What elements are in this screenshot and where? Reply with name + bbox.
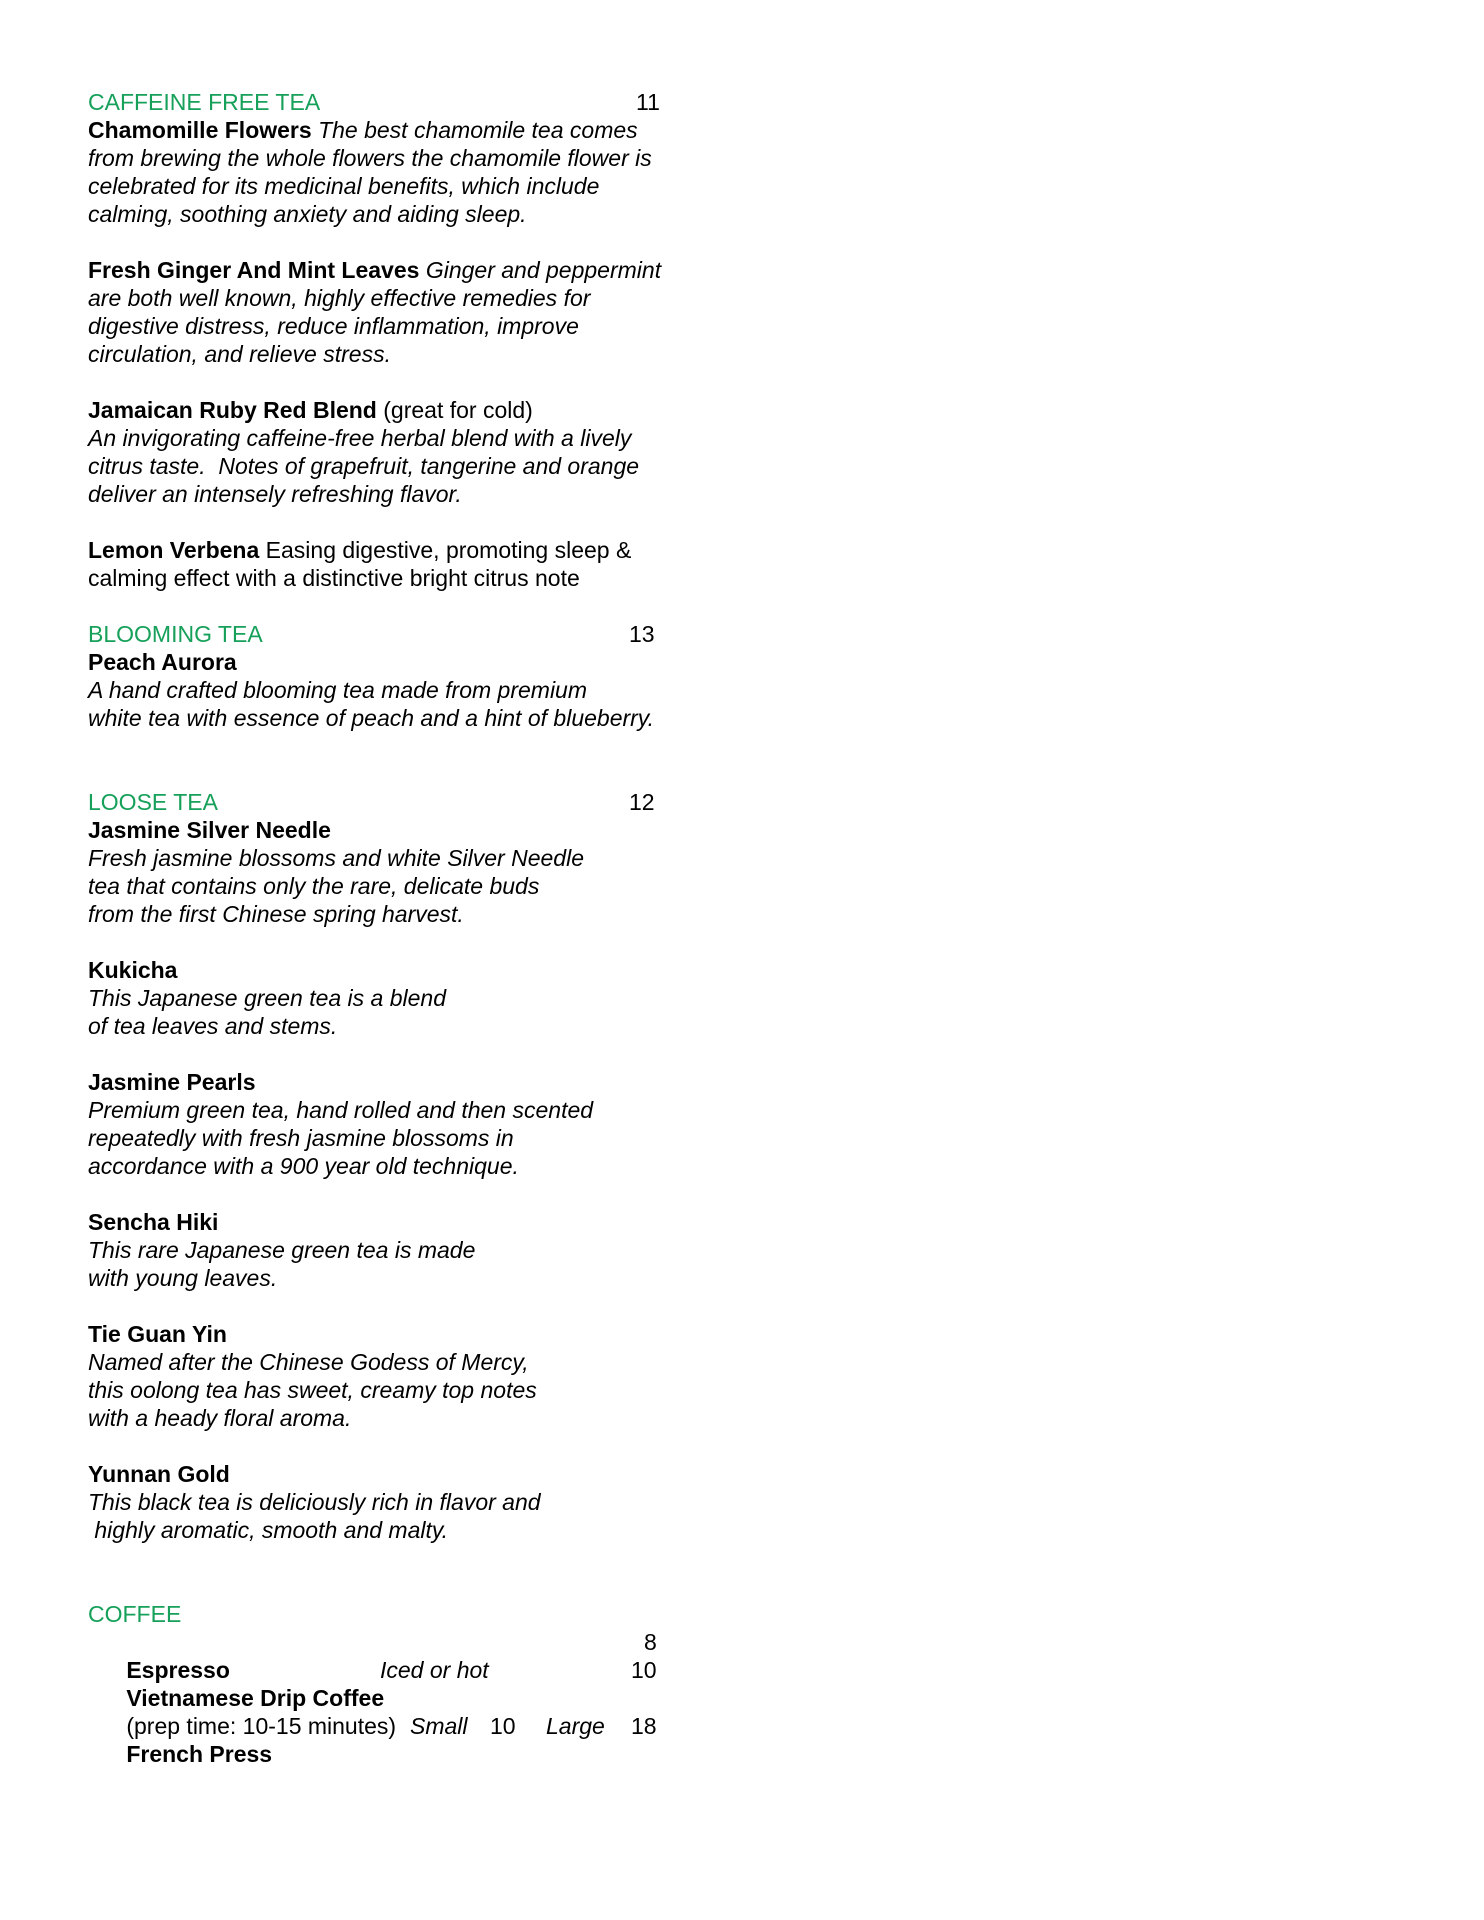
size-large-label: Large xyxy=(546,1713,605,1739)
item-name: Kukicha xyxy=(88,957,178,983)
item-name: Peach Aurora xyxy=(88,649,237,675)
menu-item-yunnan-gold xyxy=(88,1460,708,1544)
prep-time-note: (prep time: 10-15 minutes) xyxy=(126,1713,397,1739)
menu-item-fresh-ginger-mint xyxy=(88,256,708,368)
item-price: 10 xyxy=(631,1657,657,1683)
section-title: CAFFEINE FREE TEA xyxy=(88,89,321,115)
item-description: deliver an intensely refreshing flavor. xyxy=(88,481,462,507)
item-description: Ginger and peppermint xyxy=(425,257,662,283)
item-name: Vietnamese Drip Coffee xyxy=(126,1685,385,1711)
item-name: Fresh Ginger And Mint Leaves xyxy=(88,257,420,283)
menu-item-sencha-hiki xyxy=(88,1208,708,1292)
section-caffeine-free-tea xyxy=(88,88,708,592)
item-name: French Press xyxy=(126,1741,273,1767)
menu-item-vietnamese-drip-coffee xyxy=(88,1656,708,1711)
section-heading xyxy=(88,1600,708,1628)
item-name: Jamaican Ruby Red Blend xyxy=(88,397,377,423)
item-name: Jasmine Silver Needle xyxy=(88,817,331,843)
section-title: LOOSE TEA xyxy=(88,789,218,815)
menu-item-peach-aurora xyxy=(88,648,708,732)
section-heading xyxy=(88,88,708,116)
item-description: digestive distress, reduce inflammation, improve xyxy=(88,313,579,339)
item-name: Lemon Verbena xyxy=(88,537,260,563)
item-description: citrus taste. Notes of grapefruit, tangerine and orange xyxy=(88,453,640,479)
item-description: highly aromatic, smooth and malty. xyxy=(88,1517,449,1543)
item-description: The best chamomile tea comes xyxy=(318,117,638,143)
item-description: An invigorating caffeine-free herbal blend with a lively xyxy=(88,425,632,451)
item-name: Jasmine Pearls xyxy=(88,1069,256,1095)
item-description: celebrated for its medicinal benefits, which include xyxy=(88,173,600,199)
item-name: Chamomille Flowers xyxy=(88,117,312,143)
item-name: Yunnan Gold xyxy=(88,1461,230,1487)
section-heading xyxy=(88,788,708,816)
item-description: repeatedly with fresh jasmine blossoms in xyxy=(88,1125,514,1151)
section-coffee xyxy=(88,1600,708,1767)
item-description: are both well known, highly effective remedies for xyxy=(88,285,591,311)
menu-item-chamomille-flowers xyxy=(88,116,708,228)
item-description: with young leaves. xyxy=(88,1265,278,1291)
size-small-price: 10 xyxy=(490,1713,516,1739)
item-description: circulation, and relieve stress. xyxy=(88,341,391,367)
item-description: Premium green tea, hand rolled and then scented xyxy=(88,1097,594,1123)
size-small-label: Small xyxy=(410,1713,468,1739)
item-description: from brewing the whole flowers the chamomile flower is xyxy=(88,145,652,171)
item-name: Sencha Hiki xyxy=(88,1209,219,1235)
item-description: Fresh jasmine blossoms and white Silver Needle xyxy=(88,845,584,871)
section-heading xyxy=(88,620,708,648)
item-description: calming, soothing anxiety and aiding sleep. xyxy=(88,201,527,227)
section-price: 12 xyxy=(629,789,655,815)
section-loose-tea xyxy=(88,788,708,1544)
section-blooming-tea xyxy=(88,620,708,732)
item-description: from the first Chinese spring harvest. xyxy=(88,901,464,927)
item-name: Tie Guan Yin xyxy=(88,1321,227,1347)
tea-menu xyxy=(88,88,708,1767)
item-description: Easing digestive, promoting sleep & xyxy=(265,537,632,563)
menu-item-jasmine-pearls xyxy=(88,1068,708,1180)
item-description: This black tea is deliciously rich in flavor and xyxy=(88,1489,541,1515)
item-name: Espresso xyxy=(126,1657,230,1683)
menu-item-french-press xyxy=(88,1712,708,1767)
section-price: 13 xyxy=(629,621,655,647)
item-description: Named after the Chinese Godess of Mercy, xyxy=(88,1349,529,1375)
menu-item-jasmine-silver-needle xyxy=(88,816,708,928)
section-title: BLOOMING TEA xyxy=(88,621,263,647)
item-price: 8 xyxy=(644,1629,657,1655)
item-description: with a heady floral aroma. xyxy=(88,1405,352,1431)
item-option: Iced or hot xyxy=(380,1657,489,1683)
menu-item-lemon-verbena xyxy=(88,536,708,592)
section-price: 11 xyxy=(636,89,660,115)
item-description: This Japanese green tea is a blend xyxy=(88,985,447,1011)
menu-item-kukicha xyxy=(88,956,708,1040)
item-description: tea that contains only the rare, delicate buds xyxy=(88,873,540,899)
item-description: This rare Japanese green tea is made xyxy=(88,1237,476,1263)
menu-item-jamaican-ruby-red xyxy=(88,396,708,508)
item-description: of tea leaves and stems. xyxy=(88,1013,338,1039)
menu-item-tie-guan-yin xyxy=(88,1320,708,1432)
item-description: A hand crafted blooming tea made from premium xyxy=(88,677,588,703)
section-title: COFFEE xyxy=(88,1601,182,1627)
item-description: accordance with a 900 year old technique. xyxy=(88,1153,519,1179)
size-large-price: 18 xyxy=(631,1713,657,1739)
item-description: white tea with essence of peach and a hint of blueberry. xyxy=(88,705,654,731)
item-description: this oolong tea has sweet, creamy top notes xyxy=(88,1377,537,1403)
item-description: calming effect with a distinctive bright citrus note xyxy=(88,565,580,591)
item-note: (great for cold) xyxy=(383,397,533,423)
